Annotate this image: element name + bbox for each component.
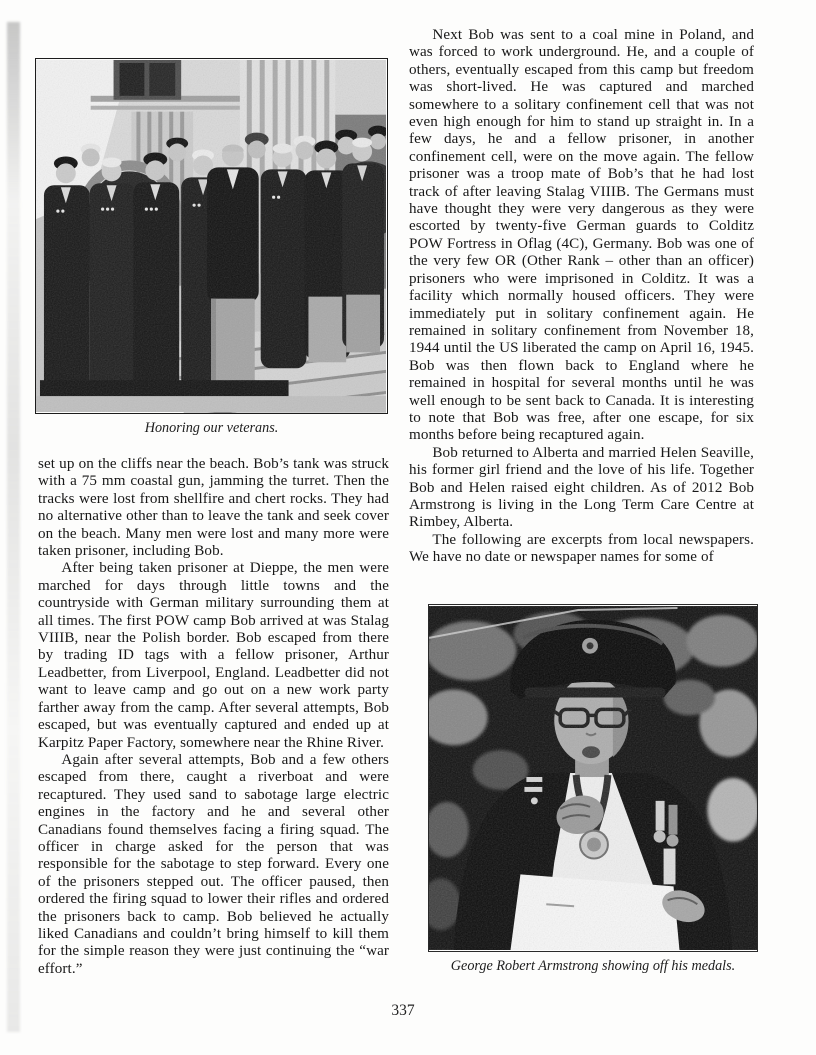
paragraph: set up on the cliffs near the beach. Bob’s tank was struck with a 75 mm coastal gun, jamming the turret. Then the tracks were lost from shellfire and chert rocks. They had no alternative other than to leave the tank and seek cover on the beach. Many men were lost and many more were taken prisoner, including Bob. [38,456,389,560]
right-column [409,27,754,567]
paragraph: Bob returned to Alberta and married Helen Seaville, his former girl friend and the love of his life. Together Bob and Helen raised eight children. As of 2012 Bob Armstrong is living in the Long Term Care Centre at Rimbey, Alberta. [409,444,754,531]
page-number: 337 [391,1002,415,1019]
paragraph: The following are excerpts from local newspapers. We have no date or newspaper names for some of [409,531,754,566]
figure-caption-armstrong: George Robert Armstrong showing off his medals. [450,958,736,974]
scan-artifact-left-edge [7,22,20,1032]
left-column [38,456,389,978]
paragraph: Next Bob was sent to a coal mine in Poland, and was forced to work underground. He, and a couple of others, eventually escaped from this camp but freedom was short-lived. He was captured and marched somewhere to a solitary confinement cell that was not even high enough for him to stand up straight in. In a few days, he and a fellow prisoner, in another confinement cell, were on the move again. The fellow prisoner was a troop mate of Bob’s that he had lost track of after leaving Stalag VIIIB. The Germans must have thought they were very dangerous as they were escorted by twenty-five German guards to Colditz POW Fortress in Oflag (4C), Germany. Bob was one of the very few OR (Other Rank – other than an officer) prisoners who were imprisoned in Colditz. It was a facility which normally housed officers. They were immediately put in solitary confinement again. He remained in solitary confinement from November 18, 1944 until the US liberated the camp on April 16, 1945. Bob was then flown back to England where he remained in hospital for several months until he was well enough to be sent back to Canada. It is interesting to note that Bob was free, after one escape, for six months before being recaptured again. [409,27,754,444]
armstrong-medals-photo [428,604,758,952]
veterans-group-photo [35,58,388,414]
paragraph: After being taken prisoner at Dieppe, the men were marched for days through little towns and the countryside with German military surrounding them at all times. The first POW camp Bob arrived at was Stalag VIIIB, near the Polish border. Bob escaped from there by trading ID tags with a fellow prisoner, Arthur Leadbetter, from Liverpool, England. Leadbetter did not want to leave camp and go out on a new work party farther away from the camp. After several attempts, Bob escaped, but was eventually captured and ended up at Karpitz Paper Factory, somewhere near the Rhine River. [38,560,389,751]
figure-armstrong [428,604,758,975]
figure-caption-veterans: Honoring our veterans. [144,420,279,436]
paragraph: Again after several attempts, Bob and a few others escaped from there, caught a riverboat and were recaptured. They used sand to sabotage large electric engines in the factory and he and several other Canadians found themselves facing a firing squad. The officer in charge asked for the person that was responsible for the sabotage to step forward. Every one of the prisoners stepped out. The officer paused, then ordered the firing squad to lower their rifles and ordered the prisoners back to camp. Bob believed he actually liked Canadians and couldn’t bring himself to kill them for the simple reason they were just continuing the “war effort.” [38,751,389,977]
figure-veterans [35,58,388,437]
